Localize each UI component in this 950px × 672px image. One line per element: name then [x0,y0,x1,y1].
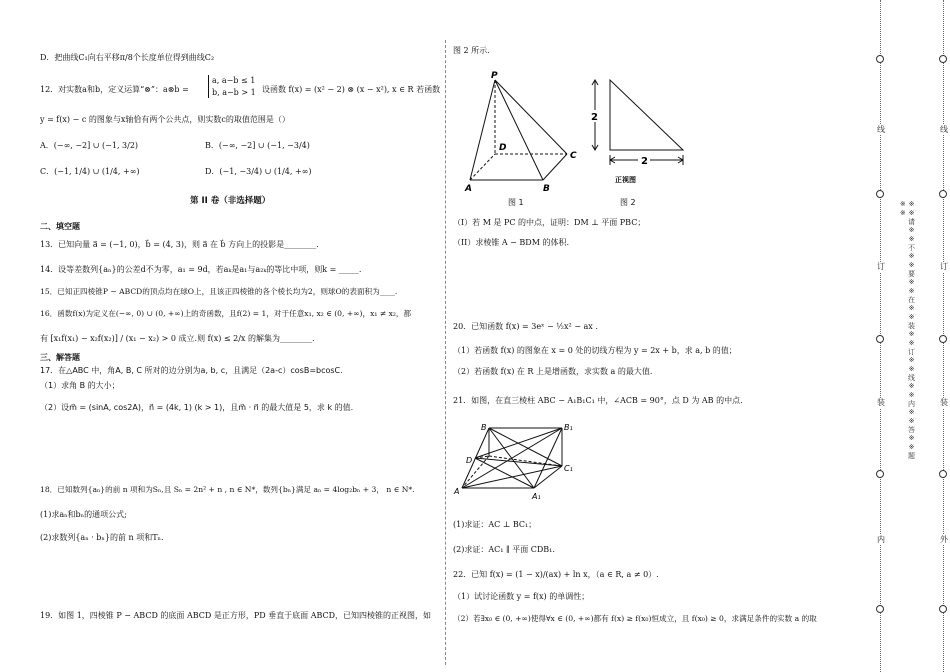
q12-option-b: B．(−∞, −2] ∪ (−1, −3/4) [205,141,310,150]
question-17: 17．在△ABC 中，角A, B, C 所对的边分别为a, b, c，且满足（2a-c）cosB=bcosC. [40,366,343,375]
question-16-b: 有 [x₁f(x₁) − x₂f(x₂)] / (x₁ − x₂) > 0 成立.则 f(x) ≤ 2/x 的解集为________. [40,334,315,343]
binding-hole [939,190,947,198]
label-a: A [465,184,472,194]
binding-hole [876,470,884,478]
prism-label-b: B [481,423,487,432]
q12-option-d: D．(−1, −3/4) ∪ (1/4, +∞) [205,167,312,176]
figure-1-label: 图 1 [508,198,524,207]
question-13: 13．已知向量 a⃗ = (−1, 0)，b⃗ = (4, 3)，则 a⃗ 在 b⃗ 方向上的投影是________. [40,240,319,249]
q19-figure-caption: 图 2 所示. [453,46,490,55]
q12-stem-b: 设函数 f(x) = (x² − 2) ⊗ (x − x²), x ∈ R 若函数 [262,85,441,94]
q19-part1: （I）若 M 是 PC 的中点，证明：DM ⊥ 平面 PBC； [453,218,646,227]
label-b: B [543,184,550,194]
question-14: 14．设等差数列{aₙ}的公差d不为零，a₁ = 9d，若aₖ是a₁与a₂ₖ的等比中项，则k = _____. [40,265,362,274]
binding-hole [939,605,947,613]
prism-label-c1: C₁ [564,464,573,473]
part2-title: 第 II 卷（非选择题） [190,196,271,206]
binding-char-order-2: 订 [940,262,948,271]
question-18-part1: (1)求aₙ和bₙ的通项公式; [40,510,127,519]
edge-bc [543,154,567,180]
question-22: 22．已知 f(x) = (1 − x)/(ax) + ln x，（a ∈ R, a ≠ 0）. [453,570,659,579]
label-d: D [499,143,507,153]
q12-case2: b, a−b > 1 [212,87,256,97]
binding-char-bind: 装 [877,398,885,407]
q11-option-d: D．把曲线C₁向右平移π/8个长度单位得到曲线C₂ [40,53,215,62]
binding-char-line-2: 线 [940,125,948,134]
label-p: P [491,71,498,81]
section-solve: 三、解答题 [40,353,80,362]
question-15: 15．已知正四棱锥P − ABCD的顶点均在球O上，且该正四棱锥的各个棱长均为2，则球O的表面积为____. [40,287,398,296]
question-20: 20．已知函数 f(x) = 3eˣ − ½x² − ax . [453,322,598,331]
binding-hole [876,190,884,198]
q12-piecewise [208,75,256,98]
q22-part2: （2）若∃x₀ ∈ (0, +∞)使得∀x ∈ (0, +∞)都有 f(x) ≥ f(x₀)恒成立，且 f(x₀) ≥ 0，求满足条件的实数 a 的取 [453,614,817,623]
question-17-part1: （1）求角 B 的大小； [40,381,120,390]
binding-char-inner: 内 [877,535,885,544]
binding-hole [876,335,884,343]
edge-pa [470,80,495,180]
binding-char-order: 订 [877,262,885,271]
q12-case1: a, a−b ≤ 1 [212,76,256,85]
prism-label-a: A [454,487,460,496]
q21-part2: (2)求证：AC₁ ∥ 平面 CDB₁. [453,545,555,554]
dim-horizontal-label: 2 [641,156,648,167]
question-21: 21．如图，在直三棱柱 ABC − A₁B₁C₁ 中，∠ACB = 90°，点 D 为 AB 的中点. [453,396,743,405]
front-view-triangle [610,80,683,150]
binding-hole [939,55,947,63]
binding-hole [939,335,947,343]
q21-part1: (1)求证：AC ⊥ BC₁； [453,520,537,529]
prism-label-d: D [466,456,473,465]
dim-vertical-label: 2 [591,112,598,123]
q12-stem-a: 12．对实数a和b，定义运算“⊗”：a⊗b = [40,85,189,94]
front-view-label: 正视图 [615,176,636,184]
section-fill-blank: 二、填空题 [40,222,80,231]
question-16-a: 16．函数f(x)为定义在(−∞, 0) ∪ (0, +∞)上的奇函数，且f(2) = 1，对于任意x₁, x₂ ∈ (0, +∞)，x₁ ≠ x₂，都 [40,309,412,318]
figure-2-label: 图 2 [620,198,636,207]
question-19: 19．如图 1，四棱锥 P − ABCD 的底面 ABCD 是正方形，PD 垂直于底面 ABCD，已知四棱锥的正视图，如 [40,611,432,620]
binding-hole [876,55,884,63]
edge-pb [495,80,543,180]
q19-part2: （II）求棱锥 A − BDM 的体积. [453,238,569,247]
binding-note: ※※请※※不※※要※※在※※装※※订※※线※※内※※答※※题※※ [898,200,916,460]
column-divider [445,40,446,665]
prism-label-a1: A₁ [532,492,541,501]
label-c: C [570,151,577,161]
question-18-part2: (2)求数列{aₙ · bₙ}的前 n 项和Tₙ. [40,533,164,542]
front-view-figure [585,72,695,187]
q22-part1: （1）试讨论函数 y = f(x) 的单调性； [453,592,590,601]
q20-part1: （1）若函数 f(x) 的图象在 x = 0 处的切线方程为 y = 2x + b，求 a, b 的值； [453,346,737,355]
binding-char-outer: 外 [940,535,948,544]
question-18: 18．已知数列{aₙ}的前 n 项和为Sₙ,且 Sₙ = 2n² + n , n ∈ N*，数列{bₙ}满足 aₙ = 4log₂bₙ + 3， n ∈ N*. [40,485,415,494]
pyramid-figure [455,68,585,200]
q12-option-a: A．(−∞, −2] ∪ (−1, 3/2) [40,141,139,150]
q12-option-c: C．(−1, 1/4) ∪ (1/4, +∞) [40,167,140,176]
binding-hole [876,605,884,613]
binding-char-bind-2: 装 [940,398,948,407]
prism-label-b1: B₁ [564,423,573,432]
q12-stem-c: y = f(x) − c 的图象与x轴恰有两个公共点，则实数c的取值范围是（） [40,115,290,124]
binding-char-line: 线 [877,125,885,134]
binding-hole [939,470,947,478]
question-17-part2: （2）设m⃗ = (sinA, cos2A)，n⃗ = (4k, 1) (k > 1)，且m⃗ · n⃗ 的最大值是 5，求 k 的值. [40,403,354,412]
prism-figure [452,418,582,502]
q20-part2: （2）若函数 f(x) 在 R 上是增函数，求实数 a 的最大值. [453,367,653,376]
